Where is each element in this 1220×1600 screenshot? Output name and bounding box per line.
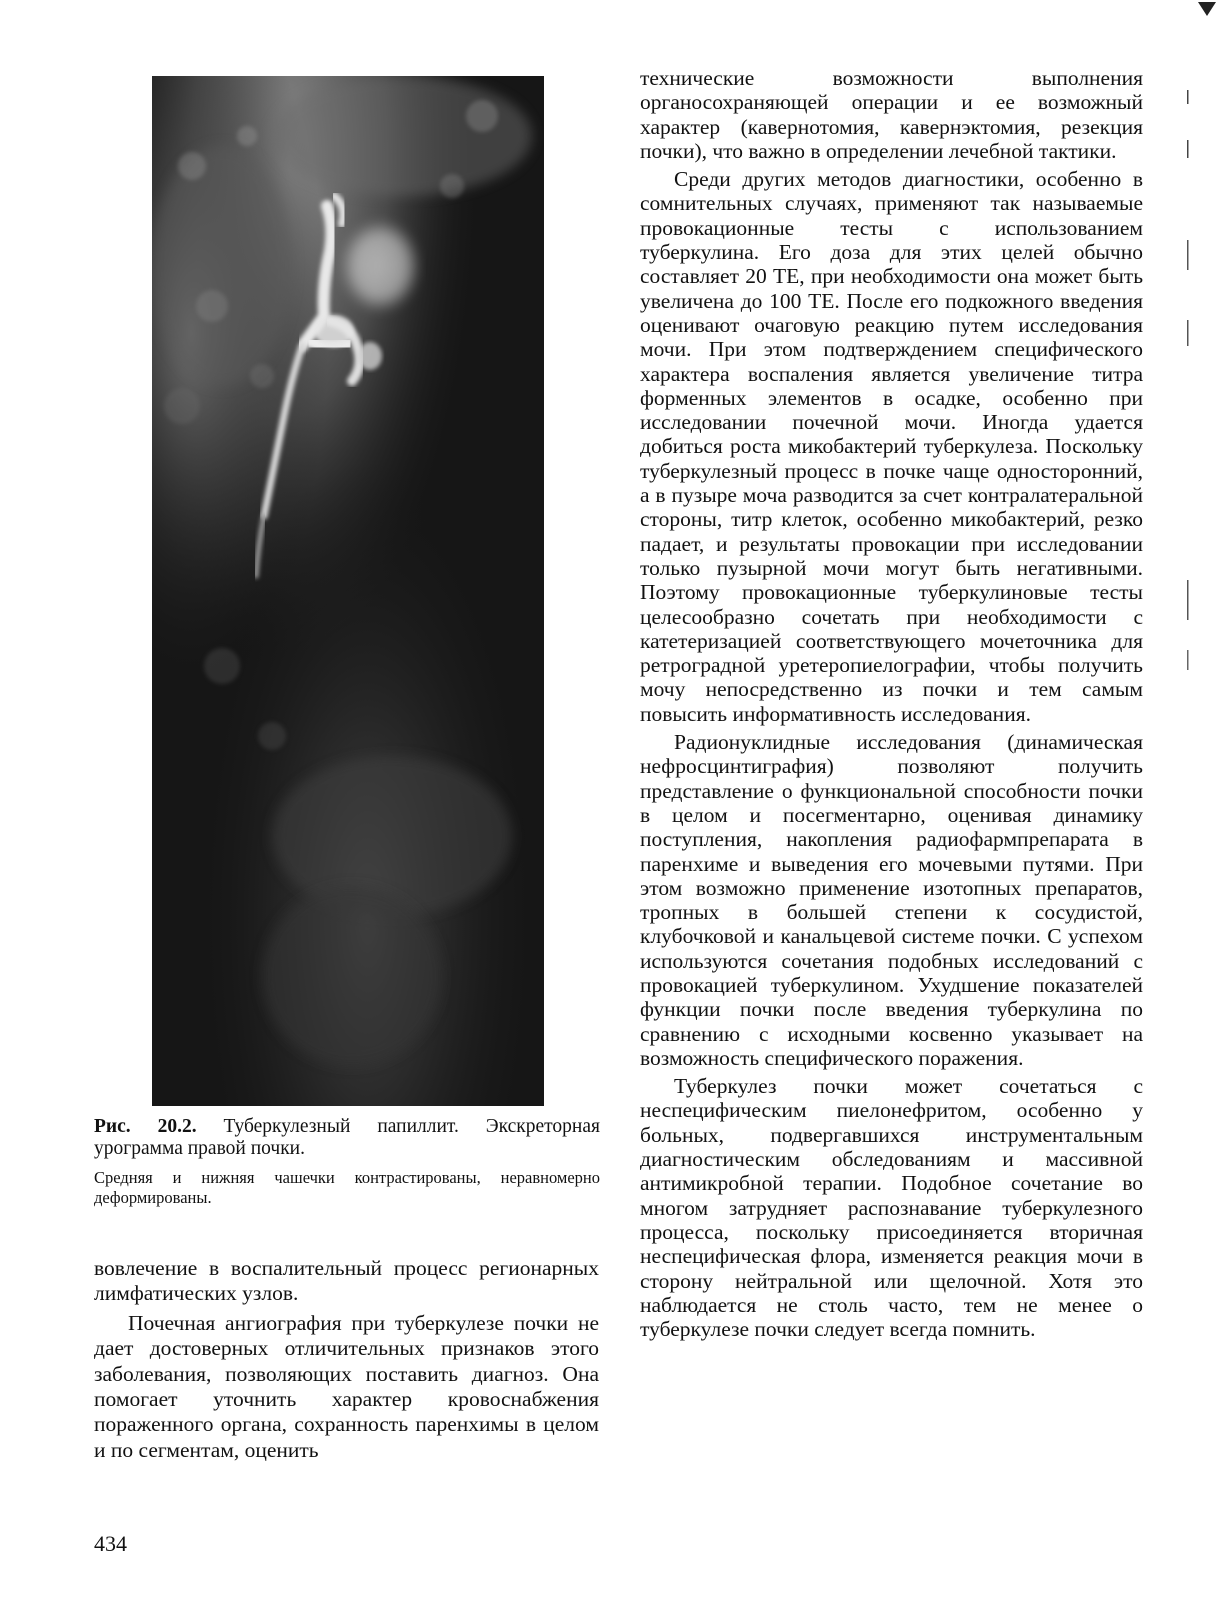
paragraph: Радионуклидные исследования (динамическая нефросцинтиграфия) позволяют получить представление о функциональной способности почки в целом и посегментарно, оценивая динамику поступления, накопления радиофармпрепарата в паренхиме и выведения его мочевыми путями. При этом возможно применение изотопных препаратов, тропных в большей степени к сосудистой, клубочковой и канальцевой системе почки. С успехом используются сочетания подобных исследований с провокацией туберкулином. Ухудшение показателей функции почки после введения туберкулина по сравнению с исходными косвенно указывает на возможность специфического поражения. — [640, 730, 1143, 1070]
paragraph: вовлечение в воспалительный процесс регионарных лимфатических узлов. — [94, 1256, 599, 1306]
paragraph: Среди других методов диагностики, особенно в сомнительных случаях, применяют так называемые провокационные тесты с использованием туберкулина. Его доза для этих целей обычно составляет 20 ТЕ, при необходимости она может быть увеличена до 100 ТЕ. После его подкожного введения оценивают очаговую реакцию путем исследования мочи. При этом подтверждением специфического характера воспаления является увеличение титра форменных элементов в осадке, особенно при исследовании почечной мочи. Иногда удается добиться роста микобактерий туберкулеза. Поскольку туберкулезный процесс в почке чаще односторонний, а в пузыре моча разводится за счет контралатеральной стороны, титр клеток, особенно микобактерий, резко падает, и результаты провокации при исследовании только пузырной мочи могут быть негативными. Поэтому провокационные туберкулиновые тесты целесообразно сочетать при необходимости с катетеризацией соответствующего мочеточника для ретроградной уретеропиелографии, чтобы получить мочу непосредственно из почки и тем самым повысить информативность исследования. — [640, 167, 1143, 726]
left-column-text — [94, 1256, 599, 1463]
paragraph: Почечная ангиография при туберкулезе почки не дает достоверных отличительных признаков этого заболевания, позволяющих поставить диагноз. Она помогает уточнить характер кровоснабжения пораженного органа, сохранность паренхимы в целом и по сегментам, оценить — [94, 1310, 599, 1462]
caption-note: Средняя и нижняя чашечки контрастированы, неравномерно деформированы. — [94, 1168, 600, 1207]
xray-graphic — [152, 76, 544, 1106]
caption-title-text: Туберкулезный папиллит. Экскреторная урограмма правой почки. — [94, 1116, 600, 1159]
scan-corner-mark — [1196, 0, 1218, 18]
scan-margin-marks — [1183, 80, 1193, 780]
caption-label: Рис. 20.2. — [94, 1116, 197, 1137]
page-number: 434 — [94, 1531, 127, 1556]
right-column-text — [640, 66, 1143, 1341]
xray-urogram-image — [152, 76, 544, 1106]
paragraph: Туберкулез почки может сочетаться с неспецифическим пиелонефритом, особенно у больных, подвергавшихся инструментальным диагностическим обследованиям и массивной антимикробной терапии. Подобное сочетание во многом затрудняет распознавание туберкулезного процесса, поскольку присоединяется вторичная неспецифическая флора, изменяется реакция мочи в сторону нейтральной или щелочной. Хотя это наблюдается не столь часто, тем не менее о туберкулезе почки следует всегда помнить. — [640, 1074, 1143, 1342]
caption-title — [94, 1116, 600, 1160]
paragraph: технические возможности выполнения органосохраняющей операции и ее возможный характер (кавернотомия, кавернэктомия, резекция почки), что важно в определении лечебной тактики. — [640, 66, 1143, 163]
figure-caption — [94, 1116, 600, 1208]
